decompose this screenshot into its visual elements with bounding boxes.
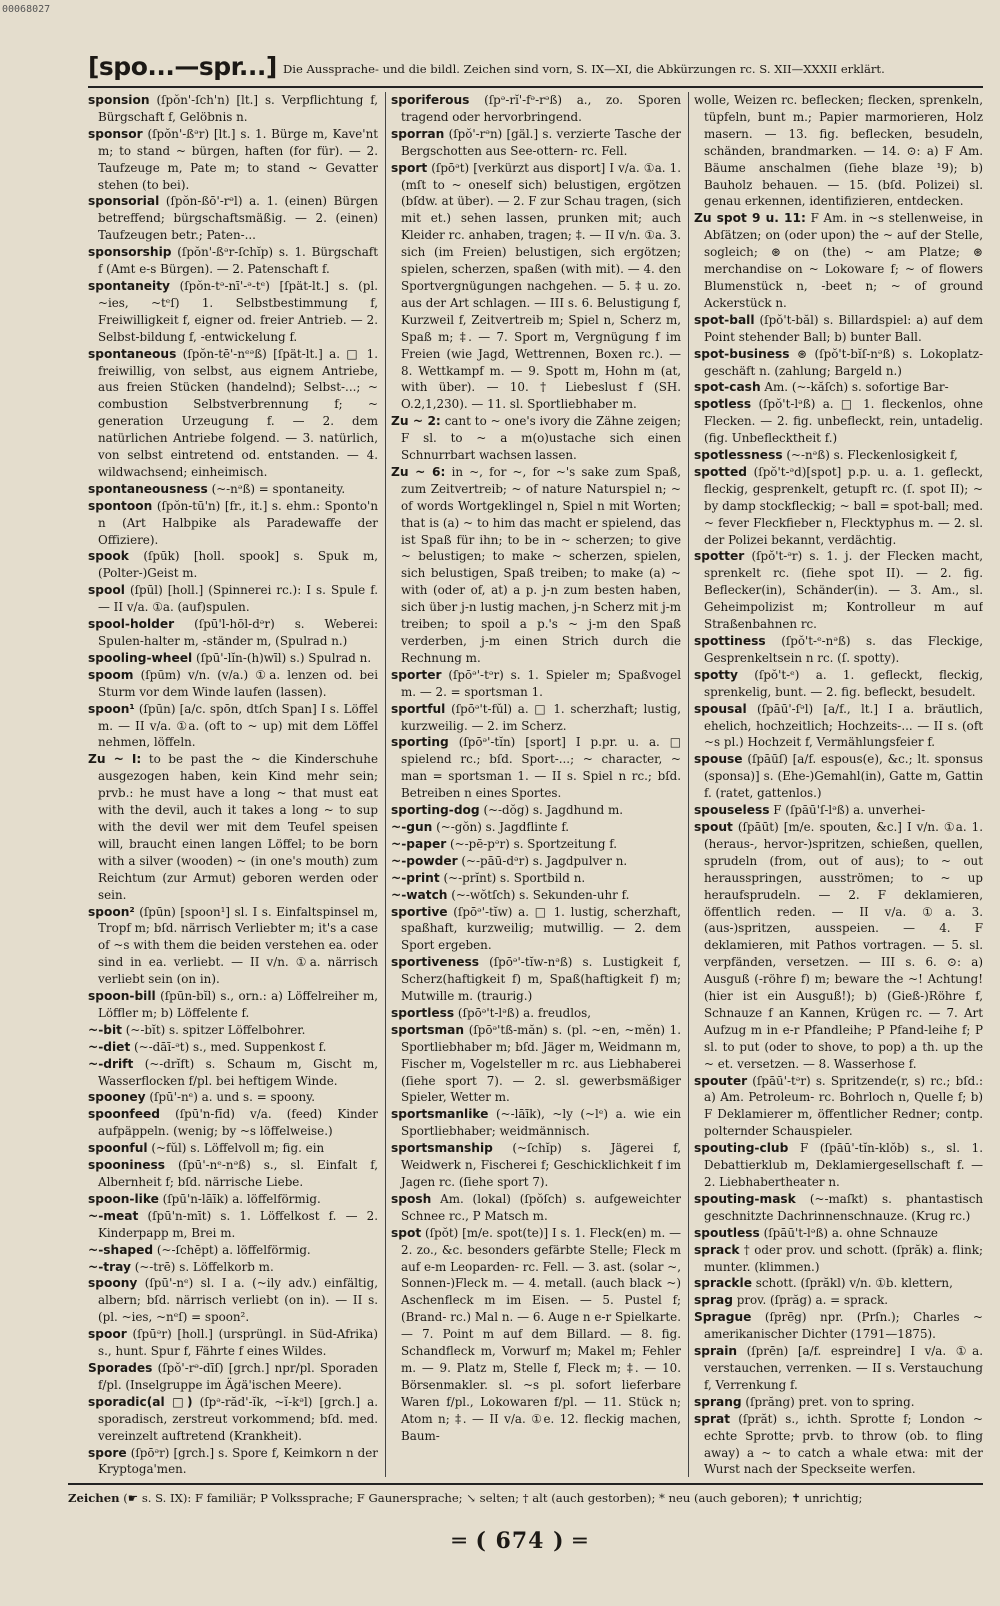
dictionary-entry[interactable] [88, 582, 378, 616]
entry-headword: spouter [694, 1073, 748, 1088]
entry-definition: cant to ~ one's ivory die Zähne zeigen; F sl. to ~ a m(o)ustache sich einen Schnurrbart wachsen lassen. [401, 414, 681, 463]
entry-headword: sponsorship [88, 245, 172, 260]
entry-definition: (ſpŏt) [m/e. spot(te)] I s. 1. Fleck(en) m. — 2. zo., &c. besonders gefärbte Stelle; Fleck m auf e-m Leoparden- rc. Fell. — 3. ast. (solar ~, Sonnen-)Fleck m. — 4. metall. (auch black ~) Aschenfleck m im Eisen. — 5. Pustel f; (Brand- rc.) Mal n. — 6. Auge n e-r Spielkarte. — 7. Point m auf dem Billard. — 8. fig. Schandfleck m, Vorwurf m; Makel m; Fehler m. — 9. Platz m, Stelle f, Fleck m; ‡. — 10. Börsenmakler. sl. ~s pl. sofort lieferbare Waren f/pl., Lokowaren f/pl. — 11. Stück n; Atom n; ‡. — II v/a. ①e. 12. fleckig machen, Baum- [401, 1225, 681, 1443]
dictionary-entry[interactable] [88, 1259, 378, 1276]
dictionary-entry[interactable] [391, 160, 681, 414]
entry-headword: ~-gun [391, 819, 433, 834]
dictionary-entry[interactable] [88, 1106, 378, 1140]
dictionary-entry[interactable] [88, 1157, 378, 1191]
dictionary-entry[interactable] [694, 819, 983, 1073]
entry-headword: spoon-bill [88, 989, 156, 1004]
scan-id: 00068027 [2, 4, 51, 15]
dictionary-entry[interactable] [694, 1140, 983, 1191]
entry-definition: (ſpū'n-lāīk) a. löffelförmig. [162, 1191, 321, 1206]
entry-headword: sporter [391, 667, 442, 682]
entry-definition: (ſpōᵊr) [grch.] s. Spore f, Keimkorn n der Kryptoga'men. [98, 1445, 378, 1477]
dictionary-entry[interactable] [694, 633, 983, 667]
entry-headword: spook [88, 549, 129, 564]
entry-headword: spouse [694, 752, 743, 767]
entry-headword: spore [88, 1445, 127, 1460]
entry-definition: (ſpāū't-lᵊß) a. ohne Schnauze [763, 1225, 938, 1240]
entry-definition: in ~, for ~, for ~'s sake zum Spaß, zum Zeitvertreib; ~ of nature Naturspiel n; ~ of words Wortgeklingel n, Spiel n mit Worten; that is (a) ~ to him das macht er spielend, das ist Spaß für ihn; to be in ~ scherzen; to give ~ belustigen; to make ~ scherzen, spielen, sich belustigen, Spaß treiben; to make (a) ~ with (oder of, at) a p. j-n zum besten haben, sich über j-n lustig machen, j-n Scherz mit j-m treiben; to spoil a p.'s ~ j-m den Spaß verderben, j-m einen Strich durch die Rechnung m. [401, 464, 681, 665]
entry-headword: spoutless [694, 1225, 760, 1240]
entry-headword: spot-cash [694, 380, 761, 395]
entry-headword: sprat [694, 1411, 731, 1426]
entry-definition: (ſpŏn'-ſch'n) [lt.] s. Verpflichtung f, Bürgschaft f, Gelöbnis n. [98, 93, 378, 124]
entry-headword: sprackle [694, 1276, 752, 1291]
dictionary-entry[interactable] [391, 1225, 681, 1445]
dictionary-entry[interactable] [88, 278, 378, 346]
page-number-rule: ═ ( [452, 1528, 496, 1554]
entry-headword: spontaneous [88, 346, 177, 361]
dictionary-entry[interactable] [391, 1140, 681, 1191]
entry-definition: (ſpŏ't-ᵉ-nᵊß) s. das Fleckige, Gesprenkeltsein n rc. (ſ. spotty). [704, 634, 983, 665]
column-3 [694, 92, 983, 1477]
entry-definition: (ſpŏ'-rᵊ-dīſ) [grch.] npr/pl. Sporaden f/pl. (Inselgruppe im Ägä'ischen Meere). [98, 1360, 378, 1392]
entry-definition: (ſpū'-lĭn-(h)wīl) s.) Spulrad n. [195, 650, 372, 665]
entry-definition: (ſpū'l-hōl-dᵊr) s. Weberei: Spulen-halter m, -ständer m, (Spulrad n.) [98, 617, 378, 648]
dictionary-entry[interactable] [88, 1022, 378, 1039]
dictionary-entry[interactable] [88, 650, 378, 667]
entry-headword: spooney [88, 1090, 146, 1105]
dictionary-entry[interactable] [88, 1039, 378, 1056]
dictionary-entry[interactable] [694, 210, 983, 311]
entry-headword: sporiferous [391, 93, 470, 107]
dictionary-entry[interactable] [88, 988, 378, 1022]
dictionary-entry[interactable] [88, 1275, 378, 1326]
dictionary-entry[interactable] [391, 413, 681, 464]
dictionary-entry[interactable] [88, 498, 378, 549]
entry-headword: ~-drift [88, 1056, 134, 1071]
entry-definition: (ſpōᵊt) [verkürzt aus disport] I v/a. ①a. 1. (mſt to ~ oneself sich) belustigen, ergötzen (bſdw. at über). — 2. F zur Schau tragen, (sich mit et.) sehen lassen, prunken mit; auch Kleider rc. anhaben, tragen; ‡. — II v/n. ①a. 3. sich (im Freien) belustigen, sich ergötzen; spielen, scherzen, spaßen (with mit). — 4. den Sportvergnügungen nachgehen. — 5. ‡ u. zo. aus der Art schlagen. — III s. 6. Belustigung f, Kurzweil f, Zeitvertreib m; Spiel n, Scherz m, Spaß m; ‡. — 7. Sport m, Vergnügung f im Freien (wie Jagd, Wettrennen, Boxen rc.). — 8. Wettkampf m. — 9. Spott m, Hohn m (at, with über). — 10. † Liebeslust f (SH. O.2,1,230). — 11. sl. Sportliebhaber m. [401, 160, 681, 412]
dictionary-entry[interactable] [694, 1073, 983, 1141]
dictionary-entry[interactable] [694, 92, 983, 210]
dictionary-entry[interactable] [694, 312, 983, 346]
dictionary-entry[interactable] [391, 870, 681, 887]
dictionary-entry[interactable] [391, 819, 681, 836]
entry-definition: (~-dŏg) s. Jagdhund m. [483, 803, 624, 818]
entry-definition: (~-nᵊß) s. Fleckenlosigkeit f, [786, 448, 958, 463]
dictionary-entry[interactable] [391, 1191, 681, 1225]
entry-definition: F (ſpāū'ſ-lᵊß) a. unverhei- [773, 803, 926, 818]
entry-headword: spotted [694, 464, 747, 479]
entry-definition: (~-bĭt) s. spitzer Löffelbohrer. [125, 1022, 306, 1037]
header-note: Die Aussprache- und die bildl. Zeichen sind vorn, S. IX—XI, die Abkürzungen rc. S. XII—XXXII erklärt. [283, 62, 885, 76]
entry-headword: spouting-club [694, 1141, 789, 1156]
dictionary-entry[interactable] [391, 464, 681, 667]
dictionary-entry[interactable] [88, 1191, 378, 1208]
entry-definition: wolle, Weizen rc. beflecken; flecken, sprenkeln, tüpfeln, bunt m.; Papier marmorieren, Holz masern. — 13. fig. beflecken, besudeln, schänden, brandmarken. — 14. ⊙: a) F Am. Bäume anschalmen (ſiehe blaze ¹9); b) Bauholz behauen. — 15. (bſd. Polizei) sl. genau erkennen, identifizieren, entdecken. [694, 93, 983, 209]
entry-definition: (ſpōᵊ'tß-măn) s. (pl. ~en, ~mĕn) 1. Sportliebhaber m; bſd. Jäger m, Weidmann m, Fischer m, Vogelsteller m rc. aus Liebhaberei (ſiehe sport 7). — 2. sl. gewerbsmäßiger Spieler, Wetter m. [401, 1022, 681, 1105]
entry-headword: spontoon [88, 498, 153, 513]
entry-definition: (ſpāū'-ſᵊl) [a/f., lt.] I a. bräutlich, ehelich, hochzeitlich; Hochzeits-... — II s. (oft ~s pl.) Hochzeit f, Vermählungsfeier f. [704, 701, 983, 750]
entry-definition: (~-wŏtſch) s. Sekunden-uhr f. [451, 887, 630, 902]
entry-headword: sport [391, 160, 428, 175]
column-1 [88, 92, 378, 1477]
entry-headword: sporting-dog [391, 803, 480, 818]
dictionary-entry[interactable] [694, 464, 983, 549]
header-range: [spo...—spr...] [88, 52, 277, 81]
entry-definition: (~-lāīk), ~ly (~lᵉ) a. wie ein Sportliebhaber; weidmännisch. [401, 1107, 681, 1139]
entry-headword: Zu ~ 2: [391, 414, 441, 429]
entry-headword: ~-shaped [88, 1242, 154, 1257]
entry-headword: spoon² [88, 904, 135, 919]
entry-headword: sporadic(al □) [88, 1394, 193, 1409]
entry-headword: spot-ball [694, 312, 755, 327]
entry-headword: spool [88, 583, 125, 598]
entry-definition: (~-dāī-ᵊt) s., med. Suppenkost f. [134, 1039, 327, 1054]
entry-definition: (ſpū'-nᵉ-nᵊß) s., sl. Einfalt f, Albernheit f; bſd. närrische Liebe. [98, 1158, 378, 1189]
entry-definition: (ſpōᵊ't-fŭl) a. □ 1. scherzhaft; lustig, kurzweilig. — 2. im Scherz. [401, 701, 681, 733]
dictionary-entry[interactable] [88, 1394, 378, 1445]
entry-definition: (ſpūᵊr) [holl.] (ursprüngl. in Süd-Afrika) s., hunt. Spur f, Fährte f eines Wildes. [98, 1327, 378, 1359]
entry-headword: spotter [694, 549, 745, 564]
entry-definition: (ſpū'-nᵉ) a. und s. = spoony. [149, 1090, 316, 1105]
entry-headword: spout [694, 819, 733, 834]
dictionary-entry[interactable] [88, 244, 378, 278]
dictionary-entry[interactable] [88, 548, 378, 582]
entry-headword: sporting [391, 735, 449, 750]
entry-definition: (ſpŏ't-ᵉ) a. 1. gefleckt, fleckig, sprenkelig, bunt. — 2. fig. befleckt, besudelt. [704, 667, 983, 699]
entry-headword: spoonful [88, 1141, 148, 1156]
entry-headword: spottiness [694, 634, 766, 648]
entry-definition: (ſpāūt) [m/e. spouten, &c.] I v/n. ①a. 1. (heraus-, hervor-)spritzen, schießen, quellen, sprudeln (from, out of aus); to ~ out herausspringen, ausströmen; to ~ up heraufsprudeln. — 2. F deklamieren, öffentlich reden. — II v/a. ①a. 3. (aus-)spritzen, ausspeien. — 4. F deklamieren, mit Pathos vortragen. — 5. sl. verpfänden, versetzen. — III s. 6. ⊙: a) Ausguß (-röhre f) m; beware the ~! Achtung! (hier ist ein Ausguß!); b) (Gieß-)Röhre f, Schnauze f an Kannen, Krügen rc. — 7. Art Aufzug m in e-r Pfandleihe; P Pfand-leihe f; P sl. to put (oder to shove, to pop) a th. up the ~ et. versetzen. — 8. Wasserhose f. [704, 819, 983, 1071]
entry-headword: spoom [88, 667, 134, 682]
entry-definition: (ſpŏn-ßō'-rᵊl) a. 1. (einen) Bürgen betreffend; bürgschaftsmäßig. — 2. (einen) Taufzeugen betr.; Paten-... [98, 194, 378, 243]
dictionary-entry[interactable] [391, 853, 681, 870]
dictionary-entry[interactable] [694, 1292, 983, 1309]
entry-definition: prov. (ſprăg) a. = sprack. [736, 1293, 889, 1308]
entry-definition: F Am. in ~s stellenweise, in Abſätzen; on (oder upon) the ~ auf der Stelle, sogleich; ⊛ on (the) ~ am Platze; ⊛ merchandise on ~ Lokoware f; ~ of flowers Blumenstück n, -beet n; ~ of ground Ackerstück n. [704, 211, 983, 310]
entry-headword: sportsman [391, 1022, 465, 1037]
dictionary-entry[interactable] [694, 1242, 983, 1276]
dictionary-entry[interactable] [88, 481, 378, 498]
dictionary-entry[interactable] [694, 548, 983, 633]
dictionary-entry[interactable] [694, 1411, 983, 1477]
entry-definition: (~-trē) s. Löffelkorb m. [134, 1259, 274, 1274]
entry-definition: Am. (~-kăſch) s. sofortige Bar- [764, 380, 949, 395]
entry-definition: (~ſchĭp) s. Jägerei f, Weidwerk n, Fischerei f; Geschicklichkeit f im Jagen rc. (ſiehe sport 7). [401, 1141, 681, 1189]
dictionary-entry[interactable] [88, 1056, 378, 1090]
entry-headword: spousal [694, 701, 747, 716]
entry-definition: (~-prĭnt) s. Sportbild n. [443, 870, 586, 885]
entry-definition: ⊛ (ſpŏ't-bĭſ-nᵊß) s. Lokoplatz-geschäft n. (zahlung; Bargeld n.) [704, 346, 983, 378]
entry-definition: (ſpŏ't-lᵊß) a. □ 1. fleckenlos, ohne Flecken. — 2. fig. unbefleckt, rein, untadelig. (fig. Unbeflecktheit f.) [704, 397, 983, 446]
entry-definition: (ſpāūſ) [a/f. espous(e), &c.; lt. sponsus (sponsa)] s. (Ehe-)Gemahl(in), Gatte m, Gattin f. (ratet, gattenlos.) [704, 752, 983, 801]
footer-legend [68, 1483, 983, 1505]
entry-definition: (~-pāū-dᵊr) s. Jagdpulver n. [461, 853, 628, 868]
entry-definition: (ſpŏ't-ᵊr) s. 1. j. der Flecken macht, sprenkelt rc. (ſiehe spot II). — 2. fig. Beflecker(in), Schänder(in). — 3. Am., sl. Geheimpolizist m; Kontrolleur m auf Straßenbahnen rc. [704, 549, 983, 632]
dictionary-entry[interactable] [88, 193, 378, 244]
entry-headword: sporran [391, 126, 445, 141]
entry-headword: sportsmanlike [391, 1107, 489, 1122]
dictionary-entry[interactable] [694, 1191, 983, 1225]
dictionary-entry[interactable] [88, 1326, 378, 1360]
dictionary-entry[interactable] [88, 346, 378, 481]
entry-headword: ~-meat [88, 1208, 139, 1223]
dictionary-entry[interactable] [391, 1022, 681, 1107]
entry-definition: (ſpōᵊ't-lᵊß) a. freudlos, [457, 1005, 592, 1020]
entry-headword: spooling-wheel [88, 650, 193, 665]
entry-headword: sponsion [88, 93, 150, 107]
page-number-value: 674 [495, 1528, 545, 1554]
entry-definition: (ſpūl) [holl.] (Spinnerei rc.): I s. Spule f. — II v/a. ①a. (auf)spulen. [98, 583, 378, 615]
entry-definition: (~-ſchēpt) a. löffelförmig. [156, 1242, 311, 1257]
entry-headword: spot [391, 1225, 422, 1240]
entry-definition: (ſprēn) [a/f. espreindre] I v/a. ①a. verstauchen, verrenken. — II s. Verstauchung f, Verrenkung f. [704, 1344, 983, 1392]
entry-definition: (ſpŏ't-băl) s. Billardspiel: a) auf dem Point stehender Ball; b) bunter Ball. [704, 312, 983, 344]
page-header [88, 52, 983, 88]
entry-definition: (ſpū'-nᵉ) sl. I a. (~ily adv.) einfältig, albern; bſd. närrisch verliebt (on in). — II s. (pl. ~ies, ~nᵉſ) = spoon². [98, 1276, 378, 1325]
dictionary-entry[interactable] [391, 1106, 681, 1140]
entry-definition: (~fŭl) s. Löffelvoll m; fig. ein [151, 1141, 325, 1156]
entry-headword: Zu spot 9 u. 11: [694, 211, 806, 226]
entry-headword: Sprague [694, 1310, 752, 1325]
entry-definition: (ſpūm) v/n. (v/a.) ①a. lenzen od. bei Sturm vor dem Winde laufen (lassen). [98, 667, 378, 699]
dictionary-entry[interactable] [88, 1208, 378, 1242]
dictionary-entry[interactable] [88, 1360, 378, 1394]
entry-headword: Zu ~ 6: [391, 464, 446, 479]
entry-headword: spotlessness [694, 448, 783, 463]
dictionary-entry[interactable] [694, 1309, 983, 1343]
entry-definition: (ſpōᵊ'-tᵊr) s. 1. Spieler m; Spaßvogel m. — 2. = sportsman 1. [401, 667, 681, 699]
entry-headword: ~-watch [391, 887, 448, 902]
entry-headword: spoony [88, 1276, 138, 1291]
dictionary-entry[interactable] [88, 92, 378, 126]
entry-headword: sprag [694, 1293, 733, 1308]
entry-headword: sportive [391, 904, 448, 919]
dictionary-entry[interactable] [391, 126, 681, 160]
entry-definition: (ſpūn) [a/c. spōn, dtſch Span] I s. Löffel m. — II v/a. ①a. (oft to ~ up) mit dem Löffel nehmen, löffeln. [98, 701, 378, 750]
entry-definition: (ſpōᵊ'-tĭw) a. □ 1. lustig, scherzhaft, spaßhaft, kurzweilig; mutwillig. — 2. dem Sport ergeben. [401, 904, 681, 953]
page-number [420, 1528, 620, 1554]
entry-definition: (~-nᵊß) = spontaneity. [211, 481, 346, 496]
footer-label: Zeichen [68, 1491, 120, 1505]
dictionary-entry[interactable] [88, 1089, 378, 1106]
entry-headword: spontaneity [88, 278, 170, 293]
entry-headword: Zu ~ I: [88, 752, 142, 767]
dictionary-entry[interactable] [88, 667, 378, 701]
dictionary-entry[interactable] [88, 126, 378, 194]
dictionary-entry[interactable] [88, 701, 378, 752]
dictionary-entry[interactable] [694, 701, 983, 752]
dictionary-entry[interactable] [88, 751, 378, 903]
entry-definition: (ſprăt) s., ichth. Sprotte f; London ~ echte Sprotte; prvb. to throw (ob. to fling away) a ~ to catch a whale etwa: mit der Wurst nach der Speckseite werfen. [704, 1411, 983, 1477]
entry-headword: spotless [694, 397, 752, 412]
entry-definition: (ſpŏn-tē'-nᵉᵊß) [ſpät-lt.] a. □ 1. freiwillig, von selbst, aus eignem Antriebe, aus freien Stücken (handelnd); Selbst-...; ~ combustion Selbstverbrennung f; ~ generation Urzeugung f. — 2. dem natürlichen Antriebe folgend. — 3. natürlich, von selbst eintretend od. entstanden. — 4. wildwachsend; einheimisch. [98, 346, 378, 479]
dictionary-entry[interactable] [391, 734, 681, 802]
dictionary-entry[interactable] [391, 92, 681, 126]
dictionary-entry[interactable] [694, 379, 983, 396]
dictionary-entry[interactable] [391, 1005, 681, 1022]
entry-headword: sportless [391, 1005, 455, 1020]
entry-definition: (ſpōᵊ'-tĭn) [sport] I p.pr. u. a. □ spielend rc.; bſd. Sport-...; ~ character, ~ man = sportsman 1. — II s. Spiel n rc.; bſd. Betreiben n eines Sportes. [401, 735, 681, 801]
entry-definition: (ſpŏn-tū'n) [fr., it.] s. ehm.: Sponto'n n (Art Halbpike als Paradewaffe der Offiziere). [98, 498, 378, 547]
dictionary-entry[interactable] [391, 701, 681, 735]
column-rule [688, 92, 689, 1477]
dictionary-entry[interactable] [88, 1242, 378, 1259]
dictionary-entry[interactable] [391, 954, 681, 1005]
entry-headword: sportful [391, 701, 446, 716]
dictionary-entry[interactable] [88, 1445, 378, 1478]
dictionary-entry[interactable] [694, 802, 983, 819]
entry-definition: † oder prov. und schott. (ſprăk) a. flink; munter. (klimmen.) [704, 1242, 983, 1274]
entry-definition: (ſpŏn'-ßᵊr) [lt.] s. 1. Bürge m, Kave'nt m; to stand ~ bürgen, haften (for für). — 2. Taufzeuge m, Pate m; to stand ~ Gevatter stehen (to bei). [98, 126, 378, 192]
dictionary-entry[interactable] [88, 616, 378, 650]
entry-definition: (ſpᵊ-rĭ'-fᵊ-rᵊß) a., zo. Sporen tragend oder hervorbringend. [401, 93, 681, 124]
dictionary-entry[interactable] [391, 836, 681, 853]
entry-headword: sponsor [88, 126, 143, 141]
columns [88, 92, 983, 1477]
entry-definition: (~-drĭft) s. Schaum m, Gischt m, Wasserflocken f/pl. bei heftigem Winde. [98, 1056, 378, 1088]
column-rule [385, 92, 386, 1477]
entry-headword: spot-business [694, 346, 790, 361]
entry-headword: spool-holder [88, 617, 175, 632]
dictionary-entry[interactable] [88, 1140, 378, 1157]
entry-headword: sportsmanship [391, 1141, 493, 1156]
entry-headword: spontaneousness [88, 481, 208, 496]
entry-headword: sponsorial [88, 194, 160, 209]
dictionary-entry[interactable] [391, 887, 681, 904]
entry-headword: ~-diet [88, 1039, 131, 1054]
entry-headword: ~-powder [391, 853, 458, 868]
entry-headword: spoon¹ [88, 701, 135, 716]
entry-headword: spouseless [694, 803, 770, 818]
entry-headword: ~-paper [391, 836, 447, 851]
dictionary-entry[interactable] [391, 802, 681, 819]
entry-definition: (ſpū'n-fīd) v/a. (feed) Kinder aufpäppeln. (wenig; by ~s löffelweise.) [98, 1107, 378, 1139]
dictionary-entry[interactable] [694, 346, 983, 380]
dictionary-entry[interactable] [694, 1394, 983, 1411]
entry-definition: (ſpŏ'-rᵊn) [gäl.] s. verzierte Tasche der Bergschotten aus See-ottern- rc. Fell. [401, 126, 681, 158]
entry-definition: (ſprăng) pret. von to spring. [745, 1394, 915, 1409]
entry-definition: (ſprēg) npr. (Prſn.); Charles ~ amerikanischer Dichter (1791—1875). [704, 1310, 983, 1342]
entry-headword: ~-print [391, 870, 440, 885]
entry-definition: (ſpōᵊ'-tĭw-nᵊß) s. Lustigkeit f, Scherz(haftigkeit f) m, Spaß(haftigkeit f) m; Mutwille m. (traurig.) [401, 955, 681, 1004]
entry-headword: spoon-like [88, 1191, 159, 1206]
entry-headword: spoonfeed [88, 1107, 160, 1122]
dictionary-entry[interactable] [694, 667, 983, 701]
entry-headword: spouting-mask [694, 1191, 796, 1206]
footer-text: (☛ s. S. IX): F familiär; P Volkssprache; F Gaunersprache; ↘ selten; † alt (auch gestorben); * neu (auch geboren); ✝ unrichtig; [123, 1491, 863, 1505]
entry-definition: schott. (ſprăkl) v/n. ①b. klettern, [755, 1276, 953, 1291]
entry-definition: (ſpūn-bĭl) s., orn.: a) Löffelreiher m, Löffler m; b) Löffelente f. [98, 989, 378, 1020]
page-number-rule: ) ═ [544, 1528, 588, 1554]
entry-definition: (ſpāū'-tᵊr) s. Spritzende(r, s) rc.; bſd.: a) Am. Petroleum- rc. Bohrloch n, Quelle f; b) F Deklamierer m, öffentlicher Redner; contp. polternder Schauspieler. [704, 1073, 983, 1139]
entry-definition: (~-gŏn) s. Jagdflinte f. [436, 819, 570, 834]
dictionary-entry[interactable] [694, 396, 983, 447]
entry-headword: sposh [391, 1191, 432, 1206]
entry-definition: (ſpūk) [holl. spook] s. Spuk m, (Polter-)Geist m. [98, 549, 378, 581]
entry-headword: ~-bit [88, 1022, 122, 1037]
entry-headword: ~-tray [88, 1259, 131, 1274]
entry-headword: sprang [694, 1394, 742, 1409]
entry-definition: (ſpŏn-tᵊ-nī'-ᵊ-tᵉ) [ſpät-lt.] s. (pl. ~ies, ~tᵉſ) 1. Selbstbestimmung f, Freiwilligkeit f, eigner od. freier Antrieb. — 2. Selbst-bildung f, -entwickelung f. [98, 278, 378, 344]
dictionary-entry[interactable] [391, 667, 681, 701]
dictionary-entry[interactable] [694, 447, 983, 464]
dictionary-entry[interactable] [694, 1225, 983, 1242]
column-2 [391, 92, 681, 1477]
entry-headword: spotty [694, 667, 738, 682]
dictionary-entry[interactable] [694, 1275, 983, 1292]
dictionary-entry[interactable] [88, 904, 378, 989]
entry-definition: (~-maſkt) s. phantastisch geschnitzte Dachrinnenschnauze. (Krug rc.) [704, 1191, 983, 1223]
entry-definition: to be past the ~ die Kinderschuhe ausgezogen haben, kein Kind mehr sein; prvb.: he must have a long ~ that must eat with the devil, auch it takes a long ~ to sup with the devil wer mit dem Teufel speisen will, braucht einen langen Löffel; to be born with a silver (wooden) ~ (in one's mouth) zum Reichtum (zur Armut) geboren werden oder sein. [98, 752, 378, 902]
entry-definition: (ſpŏn'-ßᵊr-ſchĭp) s. 1. Bürgschaft f (Amt e-s Bürgen). — 2. Patenschaft f. [98, 245, 378, 277]
dictionary-entry[interactable] [694, 751, 983, 802]
entry-definition: (ſpūn) [spoon¹] sl. I s. Einfaltspinsel m, Tropf m; bſd. närrisch Verliebter m; it's a case of ~s with them die beiden verstehen ea. oder sind in ea. verliebt. — II v/n. ①a. närrisch verliebt sein (on in). [98, 904, 378, 987]
entry-headword: sportiveness [391, 955, 480, 970]
entry-headword: Sporades [88, 1360, 153, 1375]
entry-definition: (~-pē-pᵊr) s. Sportzeitung f. [450, 836, 617, 851]
entry-headword: spoor [88, 1327, 127, 1342]
entry-definition: Am. (lokal) (ſpŏſch) s. aufgeweichter Schnee rc., P Matsch m. [401, 1191, 681, 1223]
dictionary-entry[interactable] [391, 904, 681, 955]
entry-definition: F (ſpāū'-tĭn-klŏb) s., sl. 1. Debattierklub m, Deklamiergesellschaft f. — 2. Liebhabertheater n. [704, 1141, 983, 1189]
entry-definition: (ſpŏ't-ᵊd)[spot] p.p. u. a. 1. gefleckt, fleckig, gesprenkelt, getupft rc. (ſ. spot II); ~ by damp stockfleckig; ~ ball = spot-ball; med. ~ fever Fleckfieber n, Flecktyphus m. — 2. sl. der Polizei bekannt, verdächtig. [704, 464, 983, 547]
entry-headword: sprack [694, 1242, 740, 1257]
dictionary-entry[interactable] [694, 1343, 983, 1394]
entry-definition: (ſpᵊ-răd'-ĭk, ~ĭ-kᵊl) [grch.] a. sporadisch, zerstreut vorkommend; bſd. med. vereinzelt auftretend (Krankheit). [98, 1394, 378, 1443]
entry-headword: sprain [694, 1344, 738, 1359]
entry-definition: (ſpū'n-mīt) s. 1. Löffelkost f. — 2. Kinderpapp m, Brei m. [98, 1208, 378, 1240]
entry-headword: spooniness [88, 1158, 166, 1173]
